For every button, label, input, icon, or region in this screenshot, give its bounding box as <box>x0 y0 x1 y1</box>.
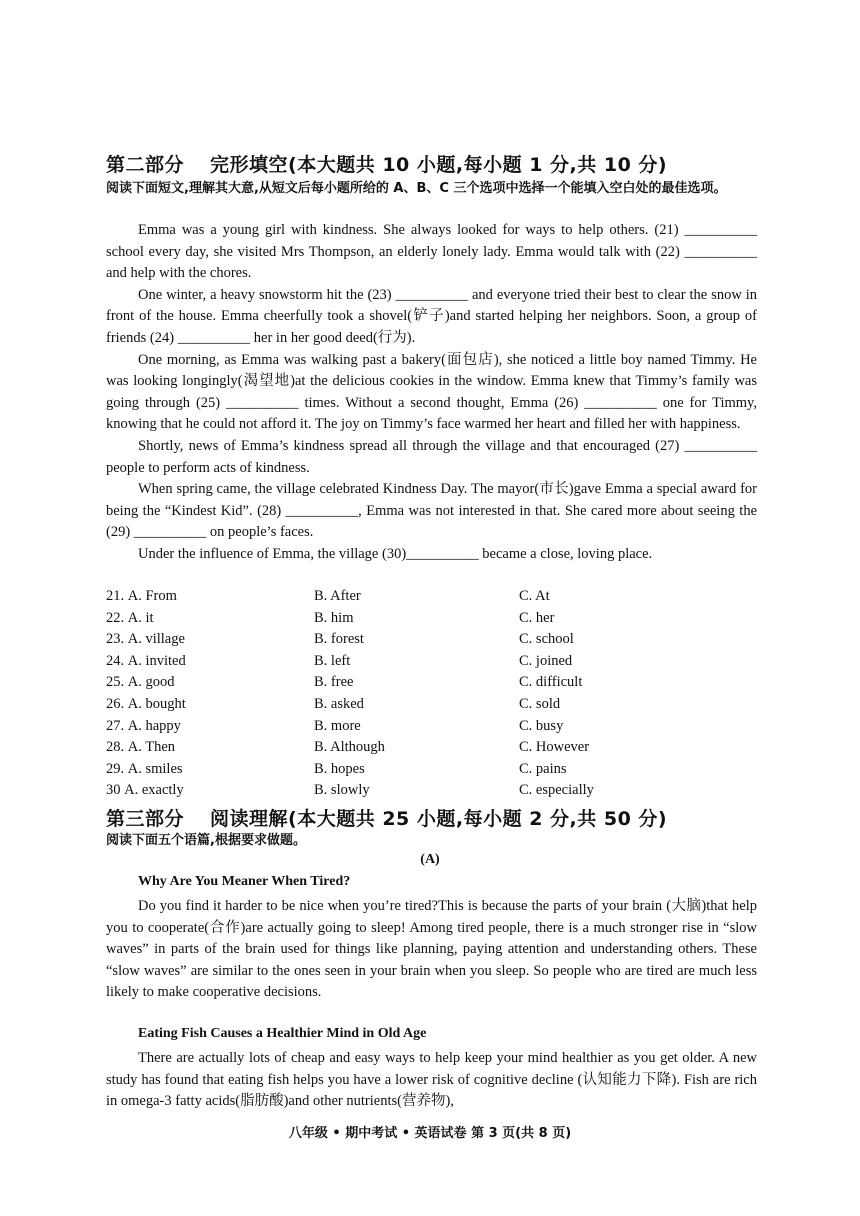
part3-heading-label: 第三部分 <box>106 808 185 830</box>
part2-heading-title: 完形填空(本大题共 10 小题,每小题 1 分,共 10 分) <box>210 154 668 176</box>
article-heading-1: Why Are You Meaner When Tired? <box>138 874 351 889</box>
option-a: A. bought <box>127 695 186 712</box>
option-c: C. especially <box>519 782 594 799</box>
question-number: 30 <box>106 782 121 799</box>
article-heading-2: Eating Fish Causes a Healthier Mind in Old Age <box>138 1026 427 1041</box>
article-paragraph-2: There are actually lots of cheap and easy ways to help keep your mind healthier as you get older. A new study has found that eating fish helps you have a lower risk of cognitive decline (认知能力下降). Fish are rich in omega-3 fatty acids(脂肪酸)and other nutrients(营养物), <box>106 1050 757 1110</box>
cloze-paragraph-5: When spring came, the village celebrated Kindness Day. The mayor(市长)gave Emma a special award for being the “Kindest Kid”. (28) __________, Emma was not interested in that. She cared more about seeing the (29) __________ on people’s faces. <box>106 481 757 541</box>
option-row <box>106 608 766 630</box>
question-number: 28. <box>106 739 125 756</box>
option-c: C. busy <box>519 717 564 734</box>
option-b: B. Although <box>314 739 385 756</box>
option-a: A. good <box>127 674 175 691</box>
option-row <box>106 737 766 759</box>
option-b: B. slowly <box>314 782 370 799</box>
question-number: 29. <box>106 760 125 777</box>
option-a: A. village <box>127 631 185 648</box>
cloze-passage <box>106 220 757 566</box>
article-paragraph-1: Do you find it harder to be nice when you’re tired?This is because the parts of your brain (大脑)that help you to cooperate(合作)are actually going to sleep! Among tired people, there is a much stronger rise in “slow waves” in parts of the brain used for things like planning, paying attention and understanding others. These “slow waves” are similar to the ones seen in your brain when you sleep. So people who are tired are much less likely to make cooperative decisions. <box>106 898 757 1001</box>
option-c: C. difficult <box>519 674 583 691</box>
section-label-a: (A) <box>420 852 440 867</box>
article-body-2 <box>106 1048 757 1113</box>
option-row <box>106 586 766 608</box>
option-c: C. her <box>519 609 555 626</box>
question-number: 26. <box>106 695 125 712</box>
option-row <box>106 629 766 651</box>
cloze-paragraph-6: Under the influence of Emma, the village (30)__________ became a close, loving place. <box>138 545 653 562</box>
option-b: B. asked <box>314 695 364 712</box>
page-footer: 八年级 • 期中考试 • 英语试卷 第 3 页(共 8 页) <box>288 1126 572 1141</box>
option-b: B. After <box>314 588 361 604</box>
cloze-paragraph-4: Shortly, news of Emma’s kindness spread all through the village and that encouraged (27) __________ people to perform acts of kindness. <box>106 437 757 476</box>
article-body-1 <box>106 896 757 1004</box>
cloze-options <box>106 586 766 802</box>
option-c: C. At <box>519 588 550 604</box>
option-c: C. sold <box>519 695 561 712</box>
question-number: 25. <box>106 674 125 691</box>
part2-instruction: 阅读下面短文,理解其大意,从短文后每小题所给的 A、B、C 三个选项中选择一个能填入空白处的最佳选项。 <box>106 181 727 196</box>
cloze-paragraph-3: One morning, as Emma was walking past a bakery(面包店), she noticed a little boy named Timmy. He was looking longingly(渴望地)at the delicious cookies in the window. Emma knew that Timmy’s family was going through (25) __________ times. Without a second thought, Emma (26) __________ one for Timmy, knowing that he could not afford it. The joy on Timmy’s face warmed her heart and filled her with happiness. <box>106 351 757 433</box>
option-c: C. pains <box>519 760 567 777</box>
option-row <box>106 672 766 694</box>
option-b: B. him <box>314 609 354 626</box>
option-a: A. From <box>127 588 177 604</box>
question-number: 24. <box>106 652 125 669</box>
cloze-paragraph-1: Emma was a young girl with kindness. She always looked for ways to help others. (21) __________ school every day, she visited Mrs Thompson, an elderly lonely lady. Emma would talk with (22) __________ and help with the chores. <box>106 222 757 282</box>
question-number: 27. <box>106 717 125 734</box>
option-a: A. exactly <box>124 782 184 799</box>
option-b: B. forest <box>314 631 364 648</box>
option-a: A. Then <box>127 739 176 756</box>
question-number: 22. <box>106 609 125 626</box>
part2-heading-label: 第二部分 <box>106 154 185 176</box>
option-b: B. more <box>314 717 361 734</box>
option-c: C. However <box>519 739 590 756</box>
option-row <box>106 694 766 716</box>
option-row <box>106 780 766 802</box>
option-c: C. joined <box>519 652 573 669</box>
part3-heading <box>106 804 667 831</box>
option-a: A. happy <box>127 717 181 734</box>
option-row <box>106 651 766 673</box>
part3-instruction: 阅读下面五个语篇,根据要求做题。 <box>106 833 306 848</box>
option-c: C. school <box>519 631 574 648</box>
question-number: 21. <box>106 588 125 604</box>
option-a: A. invited <box>127 652 186 669</box>
option-b: B. hopes <box>314 760 365 777</box>
option-a: A. smiles <box>127 760 183 777</box>
question-number: 23. <box>106 631 125 648</box>
option-row <box>106 716 766 738</box>
option-b: B. left <box>314 652 351 669</box>
option-a: A. it <box>127 609 154 626</box>
part3-heading-title: 阅读理解(本大题共 25 小题,每小题 2 分,共 50 分) <box>210 808 668 830</box>
option-row <box>106 759 766 781</box>
part2-heading <box>106 150 667 177</box>
option-b: B. free <box>314 674 354 691</box>
cloze-paragraph-2: One winter, a heavy snowstorm hit the (23) __________ and everyone tried their best to clear the snow in front of the house. Emma cheerfully took a shovel(铲子)and started helping her neighbors. Soon, a group of friends (24) __________ her in her good deed(行为). <box>106 286 757 346</box>
